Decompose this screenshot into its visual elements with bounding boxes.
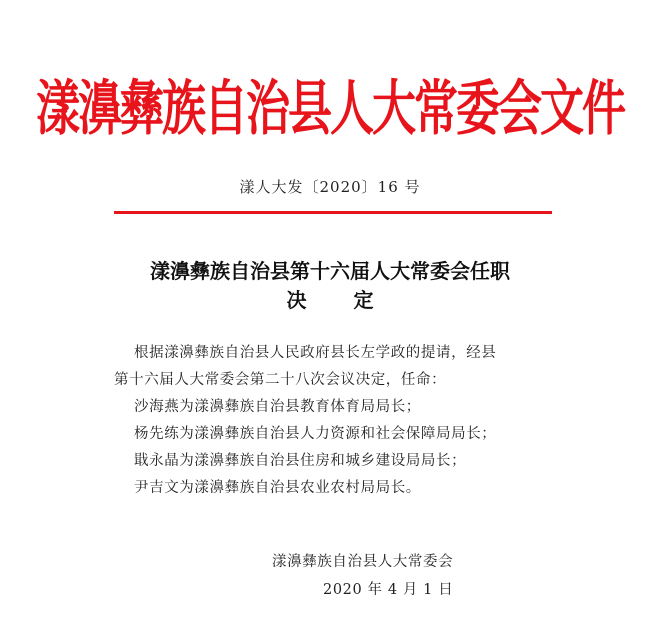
red-divider-line [114,211,552,214]
decision-title-line-1: 漾濞彝族自治县第十六届人大常委会任职 [150,259,510,283]
signature-date: 2020 年 4 月 1 日 [323,582,454,598]
appointment-item: 尹吉文为漾濞彝族自治县农业农村局局长。 [134,480,421,496]
appointment-item: 杨先练为漾濞彝族自治县人力资源和社会保障局局长； [134,426,497,442]
body-paragraph-line-1: 根据漾濞彝族自治县人民政府县长左学政的提请，经县 [134,345,497,361]
signature-organization: 漾濞彝族自治县人大常委会 [272,554,454,570]
decision-title-line-2: 决 定 [286,288,394,312]
appointment-item: 戢永晶为漾濞彝族自治县住房和城乡建设局局长； [134,453,467,469]
document-number: 漾人大发〔2020〕16 号 [239,178,421,196]
appointment-item: 沙海燕为漾濞彝族自治县教育体育局局长； [134,399,421,415]
letterhead-title: 漾濞彝族自治县人大常委会文件 [36,74,624,144]
body-paragraph-line-2: 第十六届人大常委会第二十八次会议决定，任命： [114,372,447,388]
